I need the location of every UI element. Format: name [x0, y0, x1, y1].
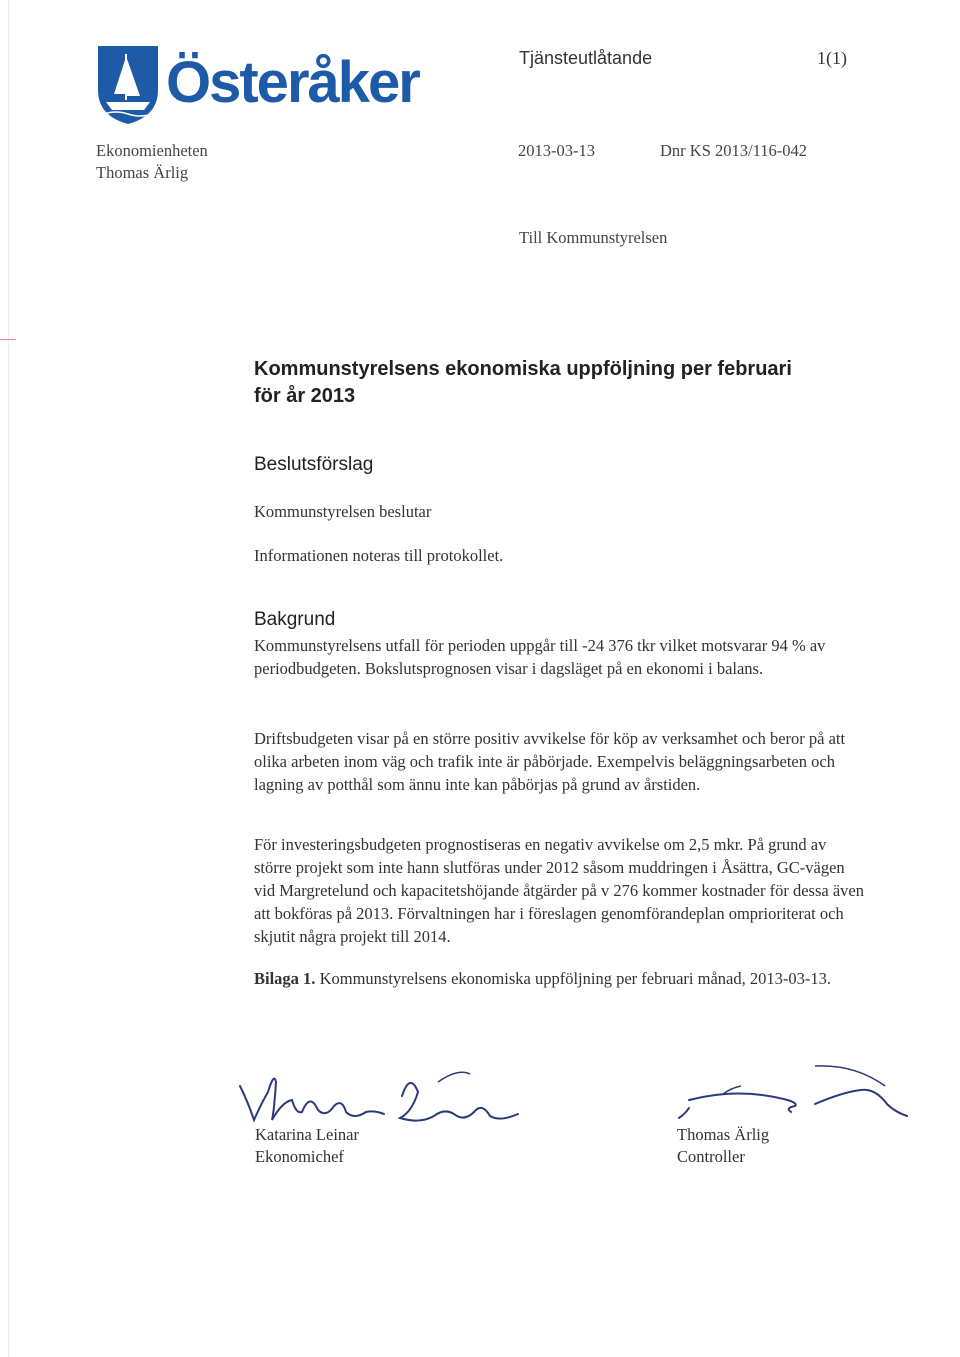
- page-title: [254, 356, 854, 410]
- coat-of-arms-icon: [96, 44, 160, 126]
- author: Thomas Ärlig: [96, 163, 189, 182]
- recipient: Till Kommunstyrelsen: [519, 228, 668, 247]
- page-number: 1(1): [817, 48, 847, 68]
- municipality-logo: [96, 44, 441, 130]
- section-heading-beslutsforslag: Beslutsförslag: [254, 454, 374, 475]
- title-line-2: för år 2013: [254, 385, 356, 407]
- decision-intro: Kommunstyrelsen beslutar: [254, 502, 432, 521]
- section-heading-bakgrund: Bakgrund: [254, 609, 336, 630]
- paragraph-operating-budget: Driftsbudgeten visar på en större positiv avvikelse för köp av verksamhet och beror på att olika arbeten inom väg och trafik inte är påbörjade. Exempelvis beläggningsarbeten och lagning av potthål som ännu inte kan påbörjas på grund av årstiden.: [254, 729, 846, 794]
- department: Ekonomienheten: [96, 141, 208, 160]
- document-type: Tjänsteutlåtande: [519, 48, 653, 68]
- signatory-name: Katarina Leinar: [255, 1125, 359, 1144]
- registration-number: Dnr KS 2013/116-042: [660, 141, 807, 160]
- signatory-title: Controller: [677, 1147, 745, 1166]
- attachment-text: Kommunstyrelsens ekonomiska uppföljning per februari månad, 2013-03-13.: [315, 969, 831, 988]
- logo-wordmark: Österåker: [166, 50, 419, 115]
- scan-edge-line: [8, 0, 9, 1357]
- paragraph-investment-budget: För investeringsbudgeten prognostiseras en negativ avvikelse om 2,5 mkr. På grund av större projekt som inte hann slutföras under 2012 såsom muddringen i Åsättra, GC-vägen vid Margretelund och kapacitetshöjande åtgärder på v 276 kommer kostnader för dessa även att bokföras på 2013. Förvaltningen har i föreslagen genomförandeplan omprioriterat och skjutit några projekt till 2014.: [254, 835, 864, 946]
- signatory-title: Ekonomichef: [255, 1147, 344, 1166]
- decision-text: Informationen noteras till protokollet.: [254, 546, 504, 565]
- paragraph-outcome: Kommunstyrelsens utfall för perioden uppgår till -24 376 tkr vilket motsvarar 94 % av periodbudgeten. Bokslutsprognosen visar i dagsläget på en ekonomi i balans.: [254, 636, 826, 678]
- title-line-1: Kommunstyrelsens ekonomiska uppföljning per februari: [254, 358, 792, 380]
- document-date: 2013-03-13: [518, 141, 595, 160]
- attachment-label: Bilaga 1.: [254, 969, 316, 988]
- signatory-name: Thomas Ärlig: [677, 1125, 770, 1144]
- signature-thomas-arlig: [675, 1060, 915, 1130]
- attachment-reference: [254, 967, 864, 990]
- margin-mark: [0, 339, 16, 340]
